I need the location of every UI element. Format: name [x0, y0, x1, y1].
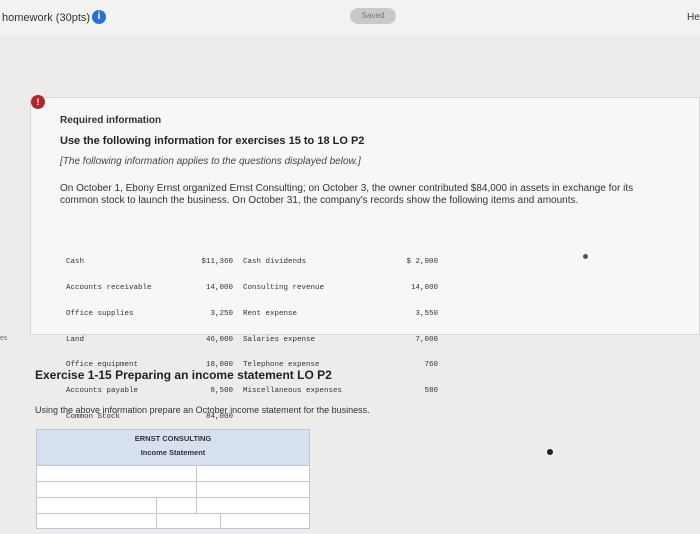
account-amount: 580 [424, 387, 438, 396]
account-amount: 18,000 [205, 361, 233, 370]
amount-input[interactable] [197, 498, 309, 513]
account-amount: 14,000 [410, 283, 438, 292]
account-name: Cash [66, 258, 85, 267]
account-amount: 14,000 [205, 283, 233, 292]
side-label: es [0, 335, 8, 342]
account-name: Common Stock [66, 412, 121, 421]
help-link[interactable]: He [687, 12, 700, 23]
table-row [37, 482, 309, 498]
account-amount: $11,360 [201, 258, 233, 267]
account-amount: 7,000 [415, 335, 438, 344]
required-instruction: Use the following information for exercises 15 to 18 LO P2 [60, 135, 365, 147]
income-statement-header [37, 430, 309, 466]
account-name: Rent expense [243, 309, 298, 318]
mouse-cursor [547, 449, 553, 455]
exercise-description: Using the above information prepare an October income statement for the business. [35, 405, 370, 415]
table-row [37, 498, 309, 514]
account-name: Telephone expense [243, 361, 320, 370]
account-name: Salaries expense [243, 335, 316, 344]
amount-input[interactable] [221, 514, 309, 528]
required-heading: Required information [60, 115, 162, 126]
account-name: Cash dividends [243, 258, 307, 267]
line-item-input[interactable] [37, 482, 197, 497]
right-names-column [243, 241, 383, 413]
account-amount: 3,250 [210, 309, 233, 318]
account-amount: 84,000 [205, 412, 233, 421]
required-body: On October 1, Ebony Ernst organized Ernst Consulting; on October 3, the owner contributed $84,000 in assets in exchange for its common stock to launch the business. On October 31, the company's records show the following items and amounts. [60, 183, 634, 206]
line-item-input[interactable] [37, 498, 157, 513]
right-amounts-column [386, 241, 438, 413]
info-icon[interactable]: i [92, 10, 106, 24]
account-amount: 8,500 [210, 387, 233, 396]
account-name: Accounts payable [66, 387, 139, 396]
account-name: Miscellaneous expenses [243, 387, 343, 396]
line-item-input[interactable] [37, 466, 197, 481]
line-item-input[interactable] [37, 514, 157, 528]
exercise-title: Exercise 1-15 Preparing an income statement LO P2 [35, 368, 332, 382]
account-name: Office supplies [66, 309, 134, 318]
account-name: Consulting revenue [243, 283, 325, 292]
account-name: Land [66, 335, 85, 344]
saved-status-badge: Saved [350, 8, 396, 24]
account-name: Accounts receivable [66, 283, 152, 292]
table-row [37, 466, 309, 482]
account-amount: $ 2,000 [406, 258, 438, 267]
company-name: ERNST CONSULTING [134, 434, 212, 443]
statement-title: Income Statement [140, 448, 206, 457]
amount-input[interactable] [197, 482, 309, 497]
sub-amount-input[interactable] [157, 498, 197, 513]
income-statement-table [36, 429, 310, 529]
top-bar [0, 0, 700, 36]
account-amount: 3,550 [415, 309, 438, 318]
stray-mark [583, 254, 588, 259]
table-row [37, 514, 309, 528]
alert-icon: ! [31, 95, 45, 109]
sub-amount-input[interactable] [157, 514, 221, 528]
account-name: Office equipment [66, 361, 139, 370]
account-amount: 46,000 [205, 335, 233, 344]
assignment-title: homework (30pts) [2, 12, 91, 24]
amount-input[interactable] [197, 466, 309, 481]
required-note: [The following information applies to the questions displayed below.] [60, 156, 361, 167]
account-amount: 760 [424, 361, 438, 370]
